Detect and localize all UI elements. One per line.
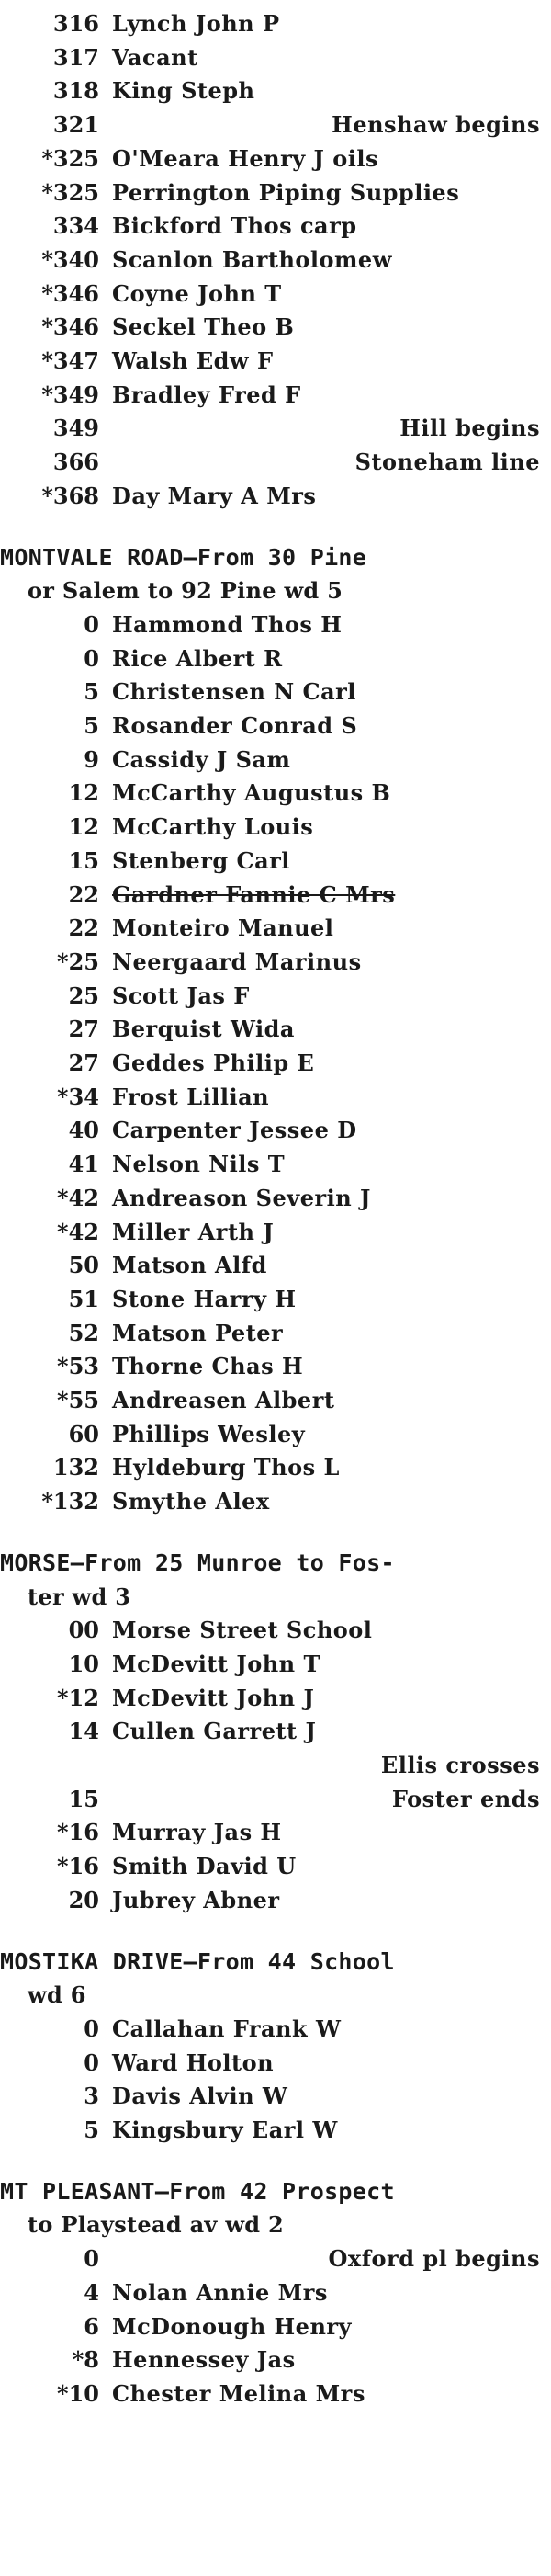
resident-name: Smith David U <box>112 1853 297 1880</box>
house-number: 318 <box>52 77 99 105</box>
house-number: *132 <box>41 1488 99 1515</box>
street-heading: MT PLEASANT—From 42 Prospect <box>0 2177 395 2205</box>
directory-entry <box>0 7 551 40</box>
house-number: *25 <box>57 948 99 975</box>
directory-entry <box>0 1648 551 1681</box>
house-number: 12 <box>68 779 99 807</box>
directory-entry <box>0 1451 551 1484</box>
house-number: *340 <box>41 245 99 273</box>
directory-entry <box>0 980 551 1013</box>
house-number: 10 <box>68 1650 99 1677</box>
house-number: 12 <box>68 813 99 841</box>
resident-name: Lynch John P <box>112 10 280 37</box>
house-number: 9 <box>84 745 99 773</box>
resident-name: Hyldeburg Thos L <box>112 1454 340 1481</box>
house-number: 5 <box>84 678 99 706</box>
house-number: 60 <box>68 1420 99 1447</box>
directory-entry <box>0 1384 551 1417</box>
directory-entry <box>0 41 551 74</box>
resident-name: Rosander Conrad S <box>112 712 358 739</box>
resident-name: Seckel Theo B <box>112 313 295 341</box>
house-number: *42 <box>57 1218 99 1245</box>
directory-entry <box>0 811 551 844</box>
house-number: 0 <box>84 2014 99 2042</box>
directory-entry <box>0 1749 551 1782</box>
resident-name: Berquist Wida <box>112 1016 295 1043</box>
directory-entry <box>0 1350 551 1383</box>
resident-name: McDonough Henry <box>112 2312 352 2340</box>
house-number: 317 <box>52 43 99 71</box>
house-number: 22 <box>68 914 99 942</box>
resident-name: Vacant <box>112 43 198 71</box>
resident-name: Walsh Edw F <box>112 347 274 374</box>
directory-entry <box>0 108 551 142</box>
directory-entry <box>0 1682 551 1715</box>
cross-street-note: Ellis crosses <box>380 1752 540 1778</box>
directory-entry <box>0 642 551 675</box>
house-number: 0 <box>84 610 99 638</box>
house-number: 6 <box>84 2312 99 2340</box>
directory-entry <box>0 675 551 709</box>
house-number: 50 <box>68 1252 99 1279</box>
house-number: *16 <box>57 1819 99 1846</box>
house-number: 40 <box>68 1117 99 1144</box>
directory-entry <box>0 1614 551 1647</box>
directory-entry <box>0 176 551 210</box>
house-number: 00 <box>68 1617 99 1644</box>
directory-entry <box>0 1418 551 1451</box>
cross-street-note: Stoneham line <box>354 448 540 476</box>
resident-name: Murray Jas H <box>112 1819 282 1846</box>
resident-name: Bickford Thos carp <box>112 212 357 240</box>
house-number: 5 <box>84 712 99 739</box>
resident-name: Geddes Philip E <box>112 1050 315 1076</box>
directory-entry <box>0 379 551 412</box>
resident-name: Day Mary A Mrs <box>112 482 317 509</box>
directory-entry <box>0 2013 551 2046</box>
resident-name: McDevitt John J <box>112 1684 315 1711</box>
directory-entry <box>0 845 551 878</box>
resident-name: Ward Holton <box>112 2048 275 2076</box>
resident-name: King Steph <box>112 77 255 105</box>
street-heading: MORSE—From 25 Munroe to Fos- <box>0 1549 395 1576</box>
resident-name: Matson Alfd <box>112 1252 267 1279</box>
directory-entry <box>0 2047 551 2080</box>
resident-name: Andreasen Albert <box>112 1387 335 1413</box>
resident-name: Monteiro Manuel <box>112 914 334 942</box>
directory-entry <box>0 1114 551 1147</box>
resident-name: Neergaard Marinus <box>112 948 362 975</box>
directory-entry <box>0 1317 551 1350</box>
resident-name: Nelson Nils T <box>112 1151 286 1178</box>
house-number: *346 <box>41 279 99 307</box>
resident-name: Phillips Wesley <box>112 1420 306 1447</box>
directory-entry <box>0 2114 551 2147</box>
house-number: *346 <box>41 313 99 341</box>
resident-name: McCarthy Louis <box>112 813 314 841</box>
house-number: 334 <box>52 212 99 240</box>
house-number: 5 <box>84 2116 99 2143</box>
resident-name: Morse Street School <box>112 1617 373 1644</box>
resident-name: Cullen Garrett J <box>112 1718 317 1745</box>
resident-name: O'Meara Henry J oils <box>112 144 378 172</box>
house-number: *347 <box>41 347 99 374</box>
house-number: 22 <box>68 880 99 908</box>
street-heading-continued: ter wd 3 <box>28 1583 131 1610</box>
directory-entry <box>0 2343 551 2377</box>
house-number: 27 <box>68 1050 99 1076</box>
directory-entry <box>0 946 551 979</box>
directory-entry <box>0 912 551 945</box>
house-number: *53 <box>57 1353 99 1380</box>
resident-name: Thorne Chas H <box>112 1353 304 1380</box>
directory-entry <box>0 311 551 344</box>
resident-name: McDevitt John T <box>112 1650 320 1677</box>
house-number: *12 <box>57 1684 99 1711</box>
directory-entry <box>0 345 551 378</box>
resident-name: Rice Albert R <box>112 644 283 672</box>
street-heading-continued: wd 6 <box>28 1981 86 2009</box>
house-number: 0 <box>84 644 99 672</box>
resident-name: Jubrey Abner <box>112 1886 280 1913</box>
cross-street-note: Foster ends <box>391 1785 540 1812</box>
house-number: 0 <box>84 2245 99 2273</box>
house-number: 51 <box>68 1285 99 1312</box>
house-number: 4 <box>84 2278 99 2306</box>
house-number: 316 <box>52 10 99 37</box>
house-number: *8 <box>72 2346 99 2374</box>
resident-name: Callahan Frank W <box>112 2014 342 2042</box>
directory-entry <box>0 1013 551 1046</box>
directory-entry <box>0 1816 551 1849</box>
house-number: 132 <box>52 1454 99 1481</box>
resident-name: Scott Jas F <box>112 982 250 1009</box>
house-number: *55 <box>57 1387 99 1413</box>
directory-entry <box>0 244 551 277</box>
house-number: 20 <box>68 1886 99 1913</box>
house-number: 52 <box>68 1319 99 1346</box>
directory-entry <box>0 1485 551 1518</box>
resident-name: Kingsbury Earl W <box>112 2116 338 2143</box>
resident-name: Scanlon Bartholomew <box>112 245 392 273</box>
house-number: *368 <box>41 482 99 509</box>
street-heading-continued: to Playstead av wd 2 <box>28 2211 285 2239</box>
resident-name: Perrington Piping Supplies <box>112 178 460 206</box>
house-number: 15 <box>68 1785 99 1812</box>
directory-entry <box>0 1884 551 1917</box>
directory-entry <box>0 1783 551 1816</box>
directory-entry <box>0 1283 551 1316</box>
resident-name: Frost Lillian <box>112 1083 270 1110</box>
house-number: 41 <box>68 1151 99 1178</box>
street-heading: MONTVALE ROAD—From 30 Pine <box>0 543 367 571</box>
directory-entry <box>0 2377 551 2411</box>
resident-name: Chester Melina Mrs <box>112 2379 365 2407</box>
resident-name: Hennessey Jas <box>112 2346 296 2374</box>
directory-entry <box>0 1148 551 1181</box>
directory-entry <box>0 2276 551 2309</box>
directory-entry <box>0 446 551 479</box>
house-number: 349 <box>52 414 99 442</box>
cross-street-note: Henshaw begins <box>332 111 540 139</box>
directory-entry <box>0 74 551 108</box>
house-number: *10 <box>57 2379 99 2407</box>
directory-entry <box>0 879 551 912</box>
cross-street-note: Oxford pl begins <box>328 2245 540 2273</box>
resident-name: Coyne John T <box>112 279 282 307</box>
house-number: 15 <box>68 846 99 874</box>
resident-name: Stone Harry H <box>112 1285 297 1312</box>
resident-name: Carpenter Jessee D <box>112 1117 357 1144</box>
directory-entry <box>0 2080 551 2113</box>
house-number: *349 <box>41 380 99 408</box>
directory-entry <box>0 777 551 810</box>
resident-name: Gardner Fannie C Mrs <box>112 880 396 908</box>
house-number: 14 <box>68 1718 99 1745</box>
resident-name: Nolan Annie Mrs <box>112 2278 328 2306</box>
directory-entry <box>0 142 551 176</box>
resident-name: McCarthy Augustus B <box>112 779 391 807</box>
directory-entry <box>0 1216 551 1249</box>
directory-entry <box>0 2242 551 2275</box>
resident-name: Hammond Thos H <box>112 610 343 638</box>
resident-name: Bradley Fred F <box>112 380 301 408</box>
directory-entry <box>0 608 551 641</box>
resident-name: Miller Arth J <box>112 1218 275 1245</box>
house-number: 0 <box>84 2048 99 2076</box>
house-number: 3 <box>84 2082 99 2110</box>
directory-entry <box>0 1249 551 1282</box>
house-number: 321 <box>52 111 99 139</box>
resident-name: Smythe Alex <box>112 1488 270 1515</box>
directory-entry <box>0 1047 551 1080</box>
directory-entry <box>0 709 551 743</box>
resident-name: Matson Peter <box>112 1319 284 1346</box>
resident-name: Stenberg Carl <box>112 846 290 874</box>
resident-name: Andreason Severin J <box>112 1184 371 1211</box>
resident-name: Cassidy J Sam <box>112 745 291 773</box>
street-heading: MOSTIKA DRIVE—From 44 School <box>0 1947 395 1975</box>
directory-entry <box>0 743 551 777</box>
directory-entry <box>0 1081 551 1114</box>
directory-entry <box>0 2310 551 2343</box>
cross-street-note: Hill begins <box>399 414 540 442</box>
street-heading-continued: or Salem to 92 Pine wd 5 <box>28 577 343 605</box>
directory-entry <box>0 210 551 243</box>
house-number: 27 <box>68 1016 99 1043</box>
directory-entry <box>0 278 551 311</box>
directory-entry <box>0 480 551 513</box>
house-number: 366 <box>52 448 99 476</box>
directory-entry <box>0 1715 551 1748</box>
house-number: *16 <box>57 1853 99 1880</box>
house-number: *325 <box>41 144 99 172</box>
house-number: *34 <box>57 1083 99 1110</box>
resident-name: Davis Alvin W <box>112 2082 288 2110</box>
house-number: *42 <box>57 1184 99 1211</box>
resident-name: Christensen N Carl <box>112 678 356 706</box>
house-number: 25 <box>68 982 99 1009</box>
house-number: *325 <box>41 178 99 206</box>
directory-entry <box>0 412 551 445</box>
directory-entry <box>0 1182 551 1215</box>
directory-entry <box>0 1850 551 1883</box>
